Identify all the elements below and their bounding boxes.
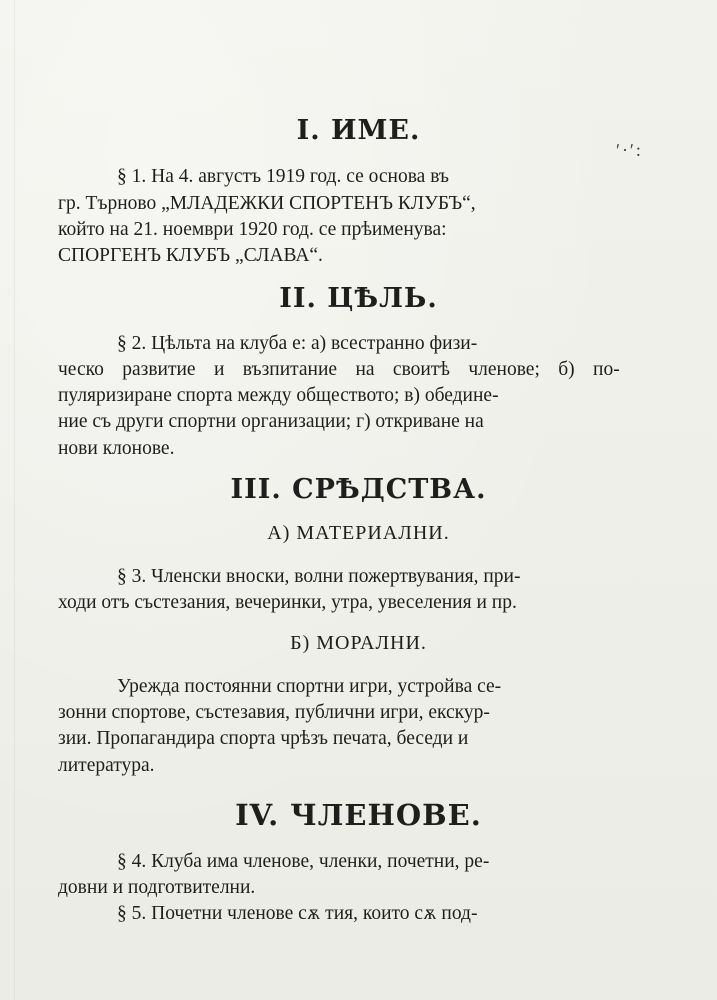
paragraph-line: ческо развитие и възпитание на своитѣ членове; б) по- (58, 359, 620, 380)
paragraph-line: литература. (58, 755, 155, 776)
subheading-moral: Б) МОРАЛНИ. (290, 632, 427, 654)
paragraph-line: довни и подготвителни. (58, 877, 256, 898)
section-heading-members: IV. ЧЛЕНОВЕ. (235, 798, 482, 832)
paragraph-line: СПОРГЕНЪ КЛУБЪ „СЛАВА“. (58, 245, 323, 266)
section-heading-means: III. СРѢДСТВА. (230, 474, 487, 505)
paragraph-line: Урежда постоянни спортни игри, устройва се- (117, 676, 502, 697)
margin-mark: ʹ·ʹ: (616, 140, 643, 160)
subheading-material: А) МАТЕРИАЛНИ. (267, 522, 450, 544)
section-heading-goal: II. ЦѢЛЬ. (279, 283, 438, 314)
paragraph-line: § 4. Клуба има членове, членки, почетни, ре- (117, 851, 490, 872)
paragraph-line: зонни спортове, състезавия, публични игри, екскур- (58, 702, 490, 723)
section-heading-name: I. ИМЕ. (296, 115, 421, 146)
paragraph-line: § 2. Цѣльта на клуба е: а) всестранно физи- (117, 333, 478, 354)
paragraph-line: зии. Пропагандира спорта чрѣзъ печата, беседи и (58, 728, 469, 749)
paragraph-line: пуляризиране спорта между обществото; в) обедине- (58, 385, 499, 406)
paragraph-line: § 3. Членски вноски, волни пожертвувания, при- (117, 566, 521, 587)
paragraph-line: гр. Търново „МЛАДЕЖКИ СПОРТЕНЪ КЛУБЪ“, (58, 193, 476, 214)
paragraph-line: нови клонове. (58, 438, 175, 459)
paragraph-line: § 5. Почетни членове сѫ тия, които сѫ под- (117, 903, 478, 924)
paragraph-line: ние съ други спортни организации; г) откриване на (58, 411, 484, 432)
paragraph-line: § 1. На 4. августъ 1919 год. се основа въ (117, 166, 450, 187)
paragraph-line: ходи отъ състезания, вечеринки, утра, увеселения и пр. (58, 592, 517, 613)
paragraph-line: който на 21. ноември 1920 год. се прѣименува: (58, 219, 447, 240)
